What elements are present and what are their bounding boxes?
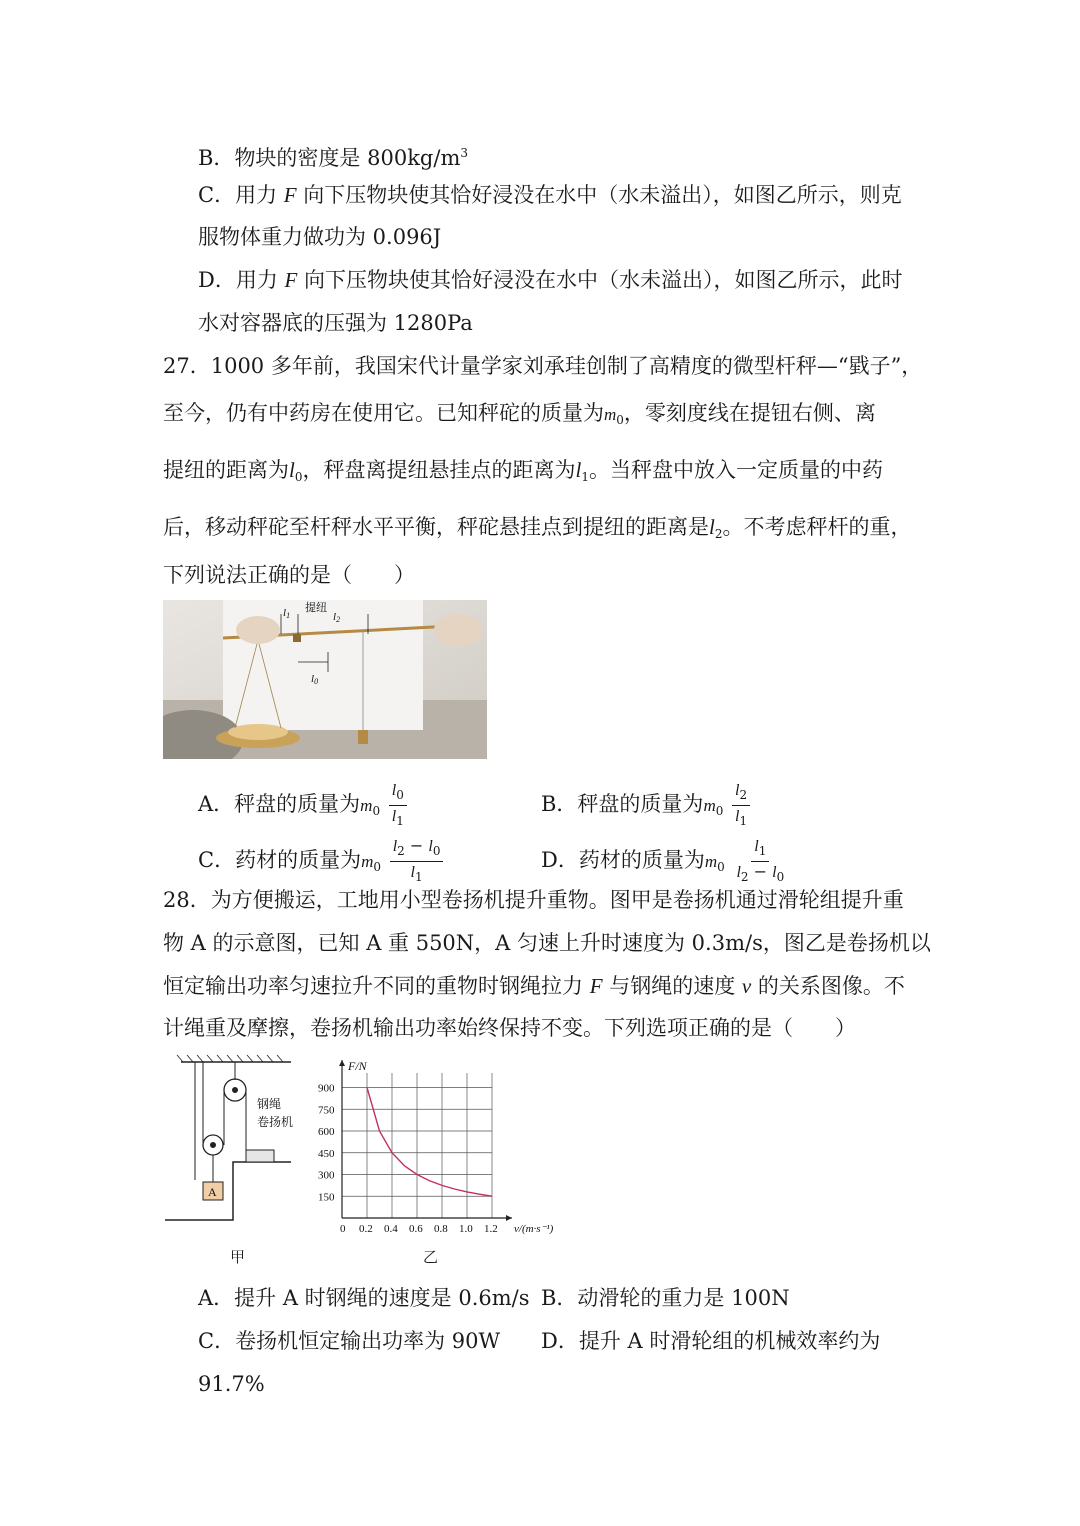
x-axis-arrow (506, 1215, 512, 1221)
q28-option-d-cont: 91.7% (198, 1372, 265, 1396)
force-velocity-curve (367, 1088, 492, 1197)
q28-option-d: D．提升 A 时滑轮组的机械效率约为 (541, 1329, 881, 1353)
q27-option-c: C．药材的质量为$m_0$ $\frac{l_2 - l_0}{l_1}$ (198, 836, 445, 887)
q27-option-b: B．秤盘的质量为$m_0$ $\frac{l_2}{l_1}$ (541, 780, 752, 831)
option-d-prev-cont: 水对容器底的压强为 1280Pa (198, 311, 473, 335)
svg-text:l0: l0 (311, 673, 319, 686)
q28-option-c: C．卷扬机恒定输出功率为 90W (198, 1329, 501, 1353)
q28-line1: 28．为方便搬运，工地用小型卷扬机提升重物。图甲是卷扬机通过滑轮组提升重 (163, 888, 904, 912)
x-axis-label: v/(m·s⁻¹) (514, 1223, 554, 1235)
x-tick-label: 1.0 (459, 1223, 473, 1235)
y-tick-label: 600 (318, 1126, 335, 1138)
option-d-prev: D．用力 F 向下压物块使其恰好浸没在水中（水未溢出），如图乙所示，此时 (198, 268, 903, 292)
q28-option-a: A．提升 A 时钢绳的速度是 0.6m/s (198, 1286, 530, 1310)
x-tick-label: 1.2 (484, 1223, 498, 1235)
y-axis-arrow (339, 1060, 345, 1066)
option-b-prev: B．物块的密度是 $800kg/m^3$ (198, 146, 468, 170)
block-a-label: A (208, 1185, 217, 1199)
q27-line4: 后，移动秤砣至杆秤水平平衡，秤砣悬挂点到提纽的距离是$l_2$。不考虑秤杆的重， (163, 515, 912, 541)
option-c-prev: C．用力 F 向下压物块使其恰好浸没在水中（水未溢出），如图乙所示，则克 (198, 183, 902, 207)
q27-line2: 至今，仍有中药房在使用它。已知秤砣的质量为$m_0$，零刻度线在提钮右侧、离 (163, 401, 876, 427)
q28-line4: 计绳重及摩擦，卷扬机输出功率始终保持不变。下列选项正确的是（ ） (163, 1016, 856, 1040)
winch-label: 卷扬机 (257, 1115, 294, 1129)
y-tick-label: 750 (318, 1104, 335, 1117)
rope-label: 钢绳 (257, 1097, 282, 1111)
force-velocity-chart (310, 1052, 570, 1242)
pulley-diagram (163, 1050, 303, 1230)
q27-line3: 提纽的距离为$l_0$，秤盘离提纽悬挂点的距离为$l_1$。当秤盘中放入一定质量的中药 (163, 458, 883, 484)
steelyard-photo (163, 600, 487, 759)
q28-option-b: B．动滑轮的重力是 100N (541, 1286, 790, 1310)
x-tick-label: 0.8 (434, 1223, 448, 1235)
y-axis-label: F/N (348, 1059, 367, 1073)
q28-line3: 恒定输出功率匀速拉升不同的重物时钢绳拉力 F 与钢绳的速度 v 的关系图像。不 (163, 974, 905, 998)
x-tick-label: 0 (340, 1223, 346, 1235)
caption-yi: 乙 (423, 1248, 439, 1266)
q28-line2: 物 A 的示意图，已知 A 重 550N，A 匀速上升时速度为 0.3m/s，图乙是卷扬机以 (163, 931, 931, 955)
svg-text:l1: l1 (283, 607, 291, 620)
y-tick-label: 150 (318, 1191, 335, 1204)
photo-label-tini: 提纽 (305, 601, 327, 614)
option-c-prev-cont: 服物体重力做功为 0.096J (198, 225, 442, 249)
svg-text:l2: l2 (333, 611, 341, 624)
caption-jia: 甲 (230, 1248, 246, 1266)
x-tick-label: 0.6 (409, 1223, 423, 1235)
x-tick-label: 0.2 (359, 1223, 373, 1235)
y-tick-label: 900 (318, 1082, 335, 1095)
q27-line1: 27．1000 多年前，我国宋代计量学家刘承珪创制了高精度的微型杆秤—“戥子”， (163, 354, 923, 378)
q27-option-a: A．秤盘的质量为$m_0$ $\frac{l_0}{l_1}$ (198, 780, 409, 831)
q27-line5: 下列说法正确的是（ ） (163, 563, 415, 587)
q27-option-d: D．药材的质量为$m_0$ $\frac{l_1}{l_2 - l_0}$ (541, 838, 785, 884)
y-tick-label: 450 (318, 1147, 335, 1160)
x-tick-label: 0.4 (384, 1223, 398, 1235)
y-tick-label: 300 (318, 1169, 335, 1182)
